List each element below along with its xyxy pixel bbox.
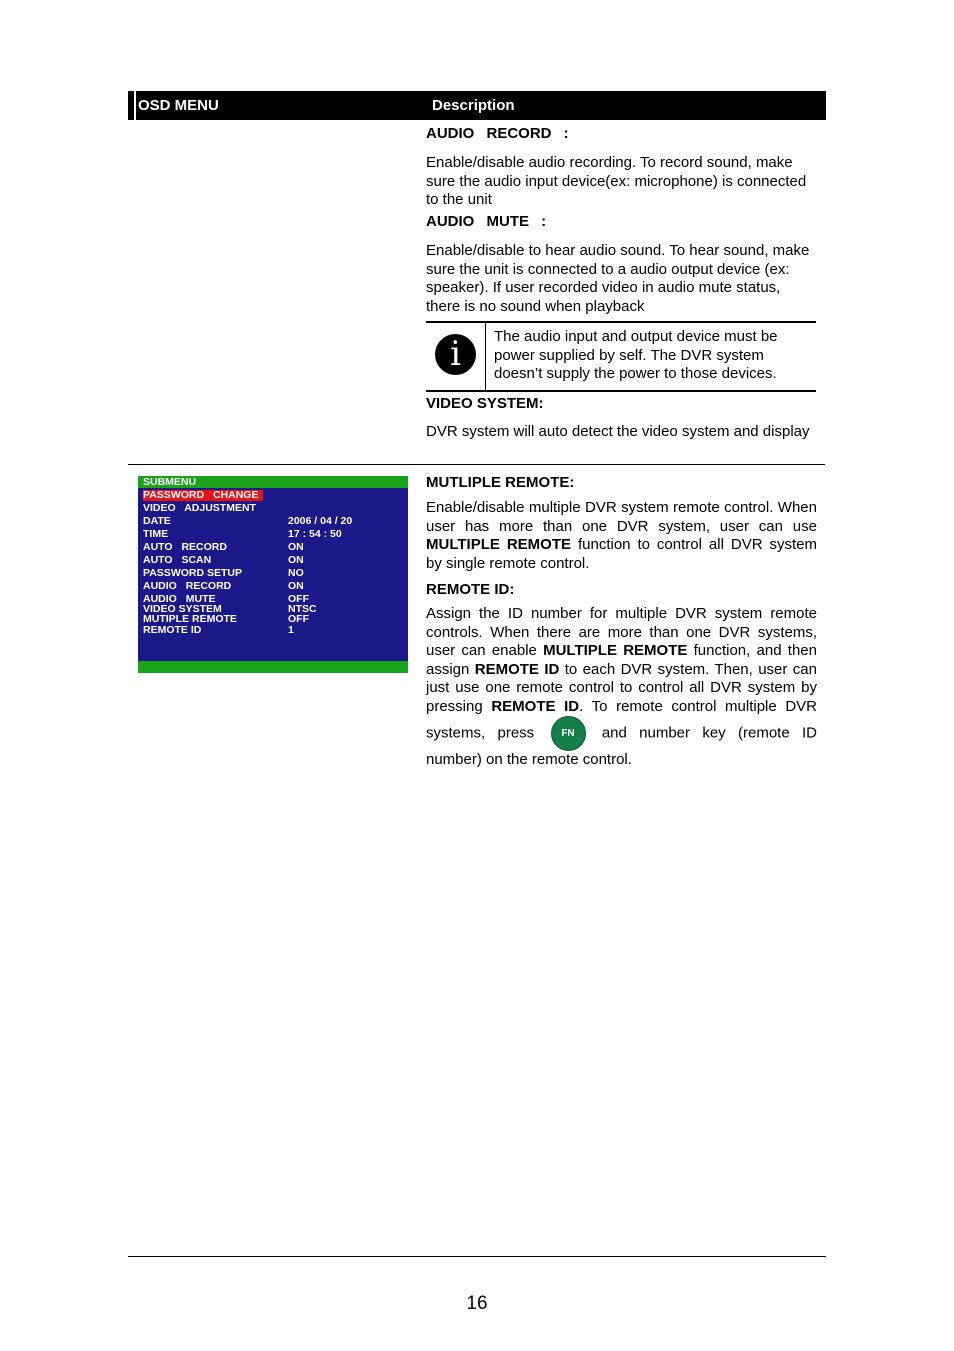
osd-value-multiple-remote: OFF [288, 613, 309, 625]
info-note [426, 321, 816, 392]
table-header [128, 91, 826, 120]
header-description: Description [432, 97, 515, 114]
osd-value-time: 17 : 54 : 50 [288, 528, 342, 540]
remote-id-section [426, 581, 817, 600]
osd-item-audio-mute: AUDIO MUTE [143, 593, 216, 605]
audio-record-text: Enable/disable audio recording. To record sound, make sure the audio input device(ex: microphone) is connected to the unit [426, 154, 807, 208]
remote-id-heading: REMOTE ID: [426, 581, 515, 598]
row-divider [128, 464, 825, 465]
osd-item-auto-record: AUTO RECORD [143, 541, 227, 553]
page-number: 16 [466, 1293, 488, 1314]
video-system-heading: VIDEO SYSTEM: [426, 395, 544, 412]
osd-value-password-setup: NO [288, 567, 304, 579]
info-icon: i [435, 334, 476, 375]
osd-item-password-setup: PASSWORD SETUP [143, 567, 242, 579]
audio-record-heading: AUDIO RECORD : [426, 125, 569, 142]
osd-value-audio-mute: OFF [288, 593, 309, 605]
osd-item-audio-record: AUDIO RECORD [143, 580, 232, 592]
osd-submenu-screen [138, 476, 408, 673]
osd-item-date: DATE [143, 515, 171, 527]
multiple-remote-heading: MUTLIPLE REMOTE: [426, 474, 575, 491]
audio-mute-section [426, 213, 817, 232]
osd-value-remote-id: 1 [288, 624, 294, 636]
osd-item-video-adjustment: VIDEO ADJUSTMENT [143, 502, 256, 514]
fn-button-icon: FN [551, 716, 586, 751]
osd-value-audio-record: ON [288, 580, 304, 592]
footer-line [128, 1256, 826, 1257]
audio-mute-heading: AUDIO MUTE : [426, 213, 547, 230]
osd-item-multiple-remote: MUTIPLE REMOTE [143, 613, 237, 625]
audio-record-section [426, 125, 817, 144]
osd-value-video-system: NTSC [288, 603, 317, 615]
multiple-remote-text: Enable/disable multiple DVR system remote control. When user has more than one DVR system, user can use MULTIPLE REMOTE function to control all DVR system by single remote control. [426, 499, 817, 572]
multiple-remote-section [426, 474, 817, 493]
osd-item-remote-id: REMOTE ID [143, 624, 202, 636]
osd-item-password-change: PASSWORD CHANGE [143, 490, 263, 501]
osd-item-auto-scan: AUTO SCAN [143, 554, 212, 566]
osd-item-time: TIME [143, 528, 169, 540]
audio-mute-text: Enable/disable to hear audio sound. To hear sound, make sure the unit is connected to a audio output device (ex: speaker). If user recorded video in audio mute status, there is no sound when playback [426, 242, 810, 315]
osd-value-auto-record: ON [288, 541, 304, 553]
note-text: The audio input and output device must be power supplied by self. The DVR system doesn’t supply the power to those devices. [494, 328, 778, 382]
osd-title: SUBMENU [143, 476, 197, 488]
osd-value-auto-scan: ON [288, 554, 304, 566]
remote-id-text: Assign the ID number for multiple DVR system remote controls. When there are more than one DVR systems, user can enable MULTIPLE REMOTE function, and then assign REMOTE ID to each DVR system. Then, user can just use one remote control to control all DVR system by pressing REMOTE ID. To remote control multiple DVR systems, press FN and number key (remote ID number) on the remote control. [426, 605, 818, 768]
osd-item-video-system: VIDEO SYSTEM [143, 603, 222, 615]
video-system-section [426, 395, 817, 414]
header-osd-menu: OSD MENU [138, 97, 219, 114]
osd-value-date: 2006 / 04 / 20 [288, 515, 353, 527]
video-system-text: DVR system will auto detect the video system and display [426, 423, 810, 440]
